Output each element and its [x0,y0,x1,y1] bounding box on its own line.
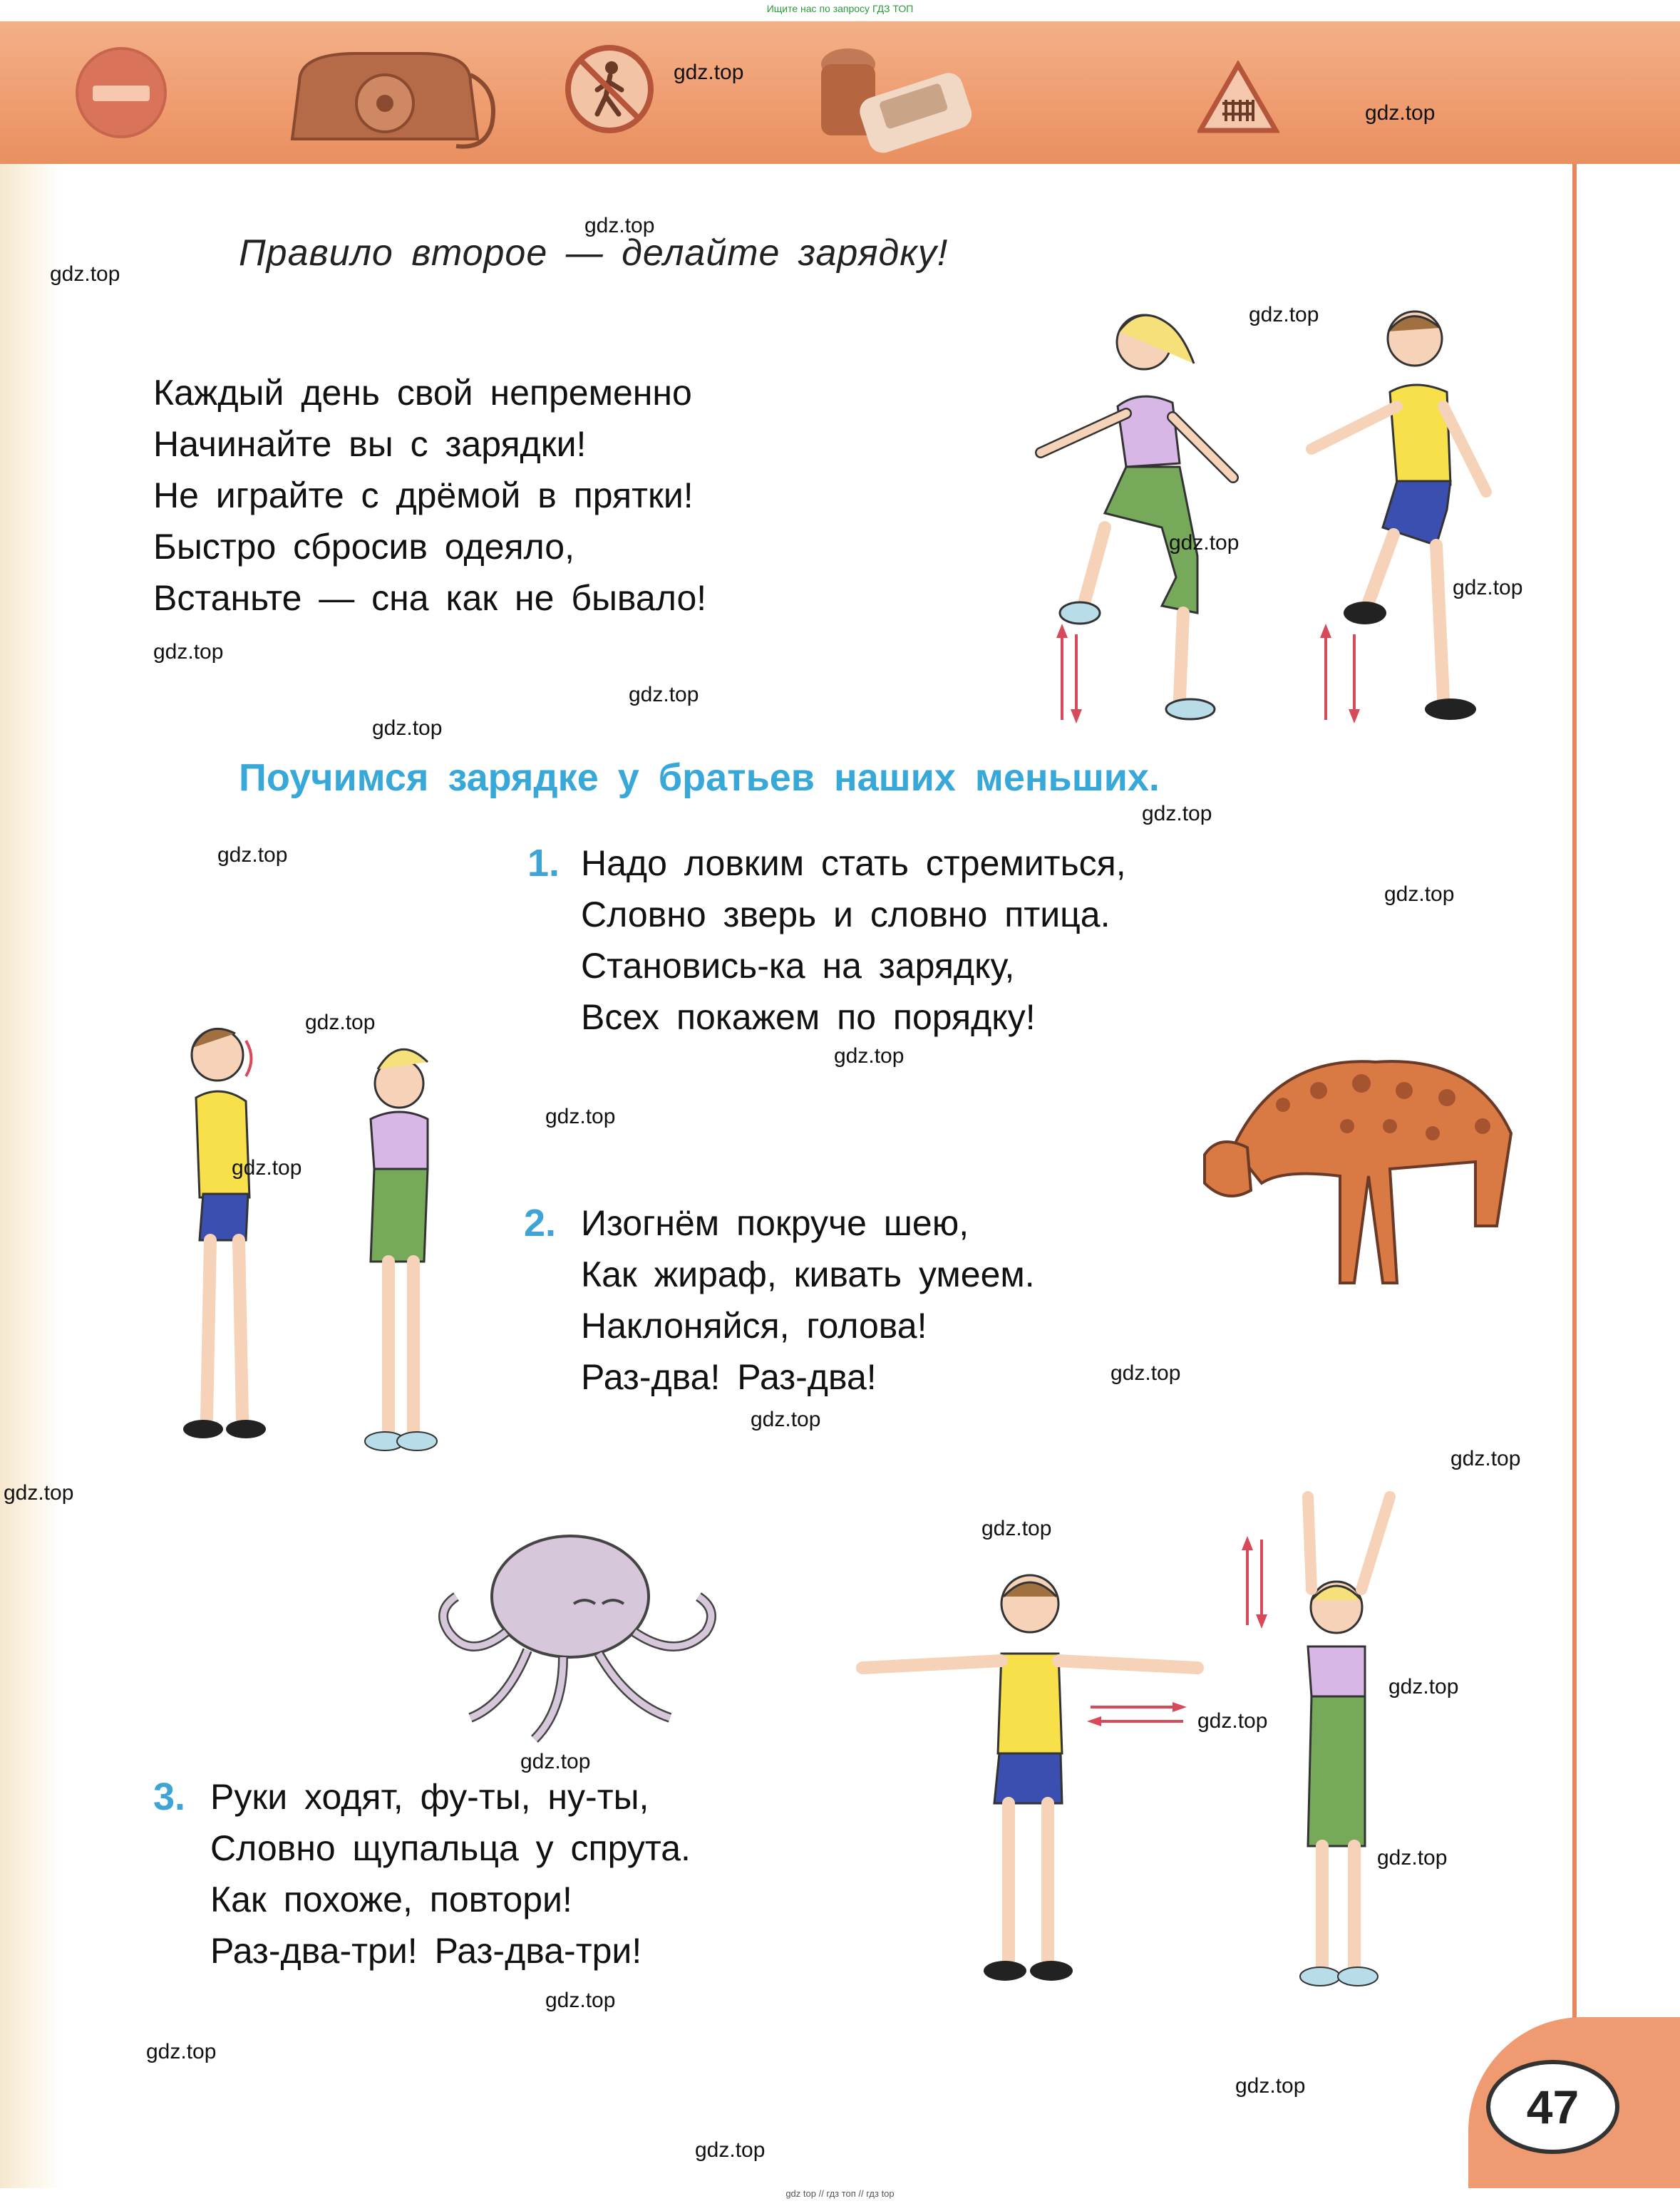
giraffe-illustration [1176,1012,1547,1311]
poem-line: Начинайте вы с зарядки! [153,424,587,464]
poem-line: Как жираф, кивать умеем. [581,1254,1035,1294]
watermark: gdz.top [372,716,443,740]
telephone-icon [278,32,506,157]
poem-line: Наклоняйся, голова! [581,1306,927,1346]
girl-marching-illustration [1019,299,1276,727]
watermark: gdz.top [50,262,120,286]
poem-line: Словно зверь и словно птица. [581,895,1110,934]
top-banner [0,21,1680,164]
boy-marching-illustration [1297,299,1540,727]
watermark: gdz.top [834,1044,905,1068]
watermark: gdz.top [1197,1709,1268,1733]
poem-line: Каждый день свой непременно [153,373,692,413]
watermark: gdz.top [1377,1846,1448,1870]
page-number: 47 [1486,2060,1619,2154]
watermark: gdz.top [674,61,744,84]
watermark: gdz.top [1235,2074,1306,2098]
watermark: gdz.top [981,1517,1052,1540]
neck-exercise-children-illustration [164,1005,470,1461]
railway-crossing-sign-icon [1197,61,1279,135]
girl-arms-up-illustration [1233,1483,1418,1996]
watermark: gdz.top [1365,101,1436,125]
watermark: gdz.top [1388,1675,1459,1699]
poem-exercise-3 [210,1771,691,1976]
poem-line: Не играйте с дрёмой в прятки! [153,475,694,515]
watermark: gdz.top [232,1156,302,1180]
page-binding-shadow [0,164,64,2188]
watermark: gdz.top [545,1989,616,2012]
poem-line: Встаньте — сна как не бывало! [153,578,707,618]
watermark: gdz.top [217,843,288,867]
poem-line: Всех покажем по порядку! [581,997,1036,1037]
watermark: gdz.top [629,683,699,706]
octopus-illustration [428,1518,741,1753]
poem-line: Изогнём покруче шею, [581,1203,969,1243]
top-note: Ищите нас по запросу ГДЗ ТОП [766,3,914,14]
poem-line: Раз-два! Раз-два! [581,1357,877,1397]
poem-line: Словно щупальца у спрута. [210,1828,691,1868]
poem-line: Становись-ка на зарядку, [581,946,1015,986]
bottom-note: gdz top // гдз топ // гдз top [785,2188,895,2199]
poem-line: Как похоже, повтори! [210,1880,572,1919]
poem-morning-exercise [153,367,706,624]
poem-line: Надо ловким стать стремиться, [581,843,1126,883]
watermark: gdz.top [1142,802,1212,825]
poem-exercise-1 [581,837,1126,1043]
poem-line: Раз-два-три! Раз-два-три! [210,1931,642,1971]
exercise-number-3: 3. [153,1775,186,1818]
watermark: gdz.top [1453,576,1523,599]
right-border-line [1572,164,1577,2188]
exercise-number-1: 1. [527,842,560,885]
right-margin [1575,164,1680,2188]
poem-line: Быстро сбросив одеяло, [153,527,574,567]
watermark: gdz.top [1110,1361,1181,1385]
watermark: gdz.top [520,1750,591,1773]
watermark: gdz.top [751,1408,821,1431]
watermark: gdz.top [1169,531,1240,555]
food-jar-icon [805,36,976,157]
watermark: gdz.top [1450,1447,1521,1470]
no-entry-sign-icon [71,43,171,143]
boy-arms-out-illustration [848,1561,1219,1989]
exercise-number-2: 2. [524,1202,557,1244]
watermark: gdz.top [695,2138,766,2162]
section-heading-second-rule: Правило второе — делайте зарядку! [239,232,949,274]
watermark: gdz.top [305,1011,376,1034]
watermark: gdz.top [4,1481,74,1505]
poem-line: Руки ходят, фу-ты, ну-ты, [210,1777,649,1817]
watermark: gdz.top [153,640,224,664]
section-heading-learn-from-animals: Поучимся зарядке у братьев наших меньших. [239,756,1160,799]
watermark: gdz.top [146,2040,217,2063]
watermark: gdz.top [584,214,655,237]
no-pedestrian-sign-icon [563,43,656,135]
watermark: gdz.top [1384,882,1455,906]
watermark: gdz.top [1249,303,1319,326]
watermark: gdz.top [545,1105,616,1128]
poem-exercise-2 [581,1197,1035,1403]
